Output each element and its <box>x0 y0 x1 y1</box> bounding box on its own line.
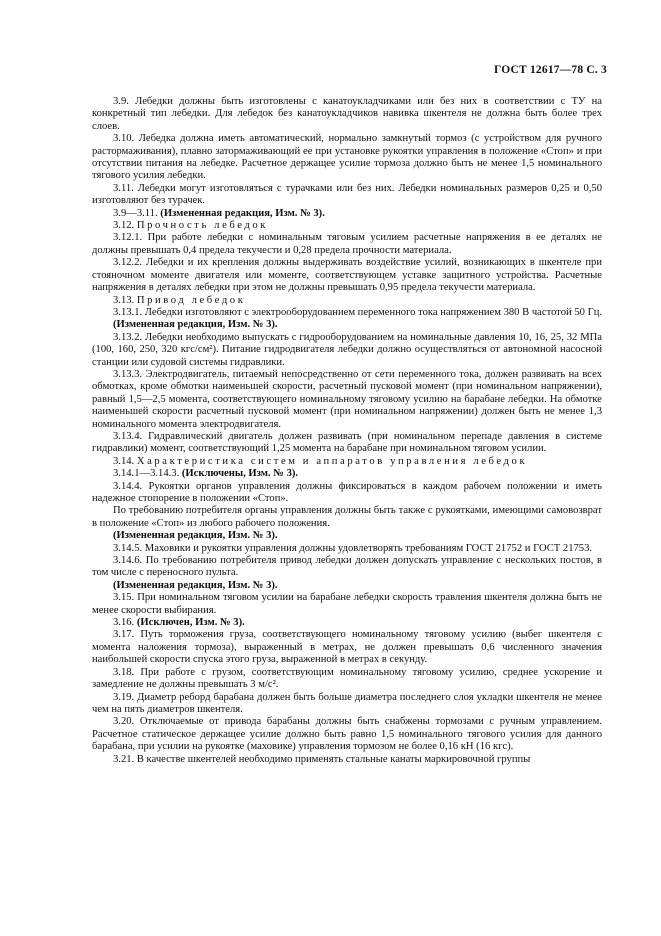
section-title: Прочность лебедок <box>136 220 269 232</box>
amendment-text: (Исключен, Изм. № 3). <box>136 617 245 629</box>
document-body <box>92 96 602 766</box>
para-3-13-1: 3.13.1. Лебедки изготовляют с электрооборудованием переменного тока напряжением 380 В частотой 50 Гц. <box>113 306 603 318</box>
para-3-18: 3.18. При работе с грузом, соответствующим номинальному тяговому усилию, среднее ускорение и замедление не должны превышать 3 м/с². <box>92 666 602 691</box>
amendment-note: (Измененная редакция, Изм. № 3). <box>113 530 278 542</box>
section-number: 3.14. <box>113 455 135 467</box>
para-3-13-3: 3.13.3. Электродвигатель, питаемый непосредственно от сети переменного тока, должен развивать на всех обмотках, кроме обмотки наименьшей скорости, расчетный пусковой момент (при номинальном напряжении), равный 1,5—2,5 момента, соответствующего номинальному тяговому усилию на барабане лебедки. На обмотке наименьшей скорости расчетный пусковой момент (при номинальном напряжении) должен быть не менее 1,3 номинального момента электродвигателя. <box>92 368 602 430</box>
para-3-10: 3.10. Лебедка должна иметь автоматический, нормально замкнутый тормоз (с устройством для ручного растормаживания), плавно затормаживающий ее при установке рукоятки управления в положение «Стоп» и при отсутствии питания на лебедке. Расчетное держащее усилие тормоза должно быть не менее 1,5 номинального тягового усилия лебедки. <box>92 133 602 182</box>
para-3-15: 3.15. При номинальном тяговом усилии на барабане лебедки скорость травления шкентеля должна быть не менее скорости выбирания. <box>92 592 602 616</box>
para-3-13-2: 3.13.2. Лебедки необходимо выпускать с гидрооборудованием на номинальные давления 10, 16, 25, 32 МПа (100, 160, 250, 320 кгс/см²). Питание гидродвигателя лебедки должно осуществляться от автономной насосной станции или судовой системы гидравлики. <box>92 331 602 368</box>
page-header: ГОСТ 12617—78 С. 3 <box>494 64 607 76</box>
amendment-note <box>92 617 602 629</box>
amendment-note <box>92 468 602 480</box>
amendment-text: (Исключены, Изм. № 3). <box>181 468 299 480</box>
section-title: Характеристика систем и аппаратов управления лебедок <box>136 455 528 467</box>
section-title: Привод лебедок <box>136 294 246 306</box>
para-3-14-4-cont: По требованию потребителя органы управления должны быть также с рукоятками, имеющими самовозврат в положение «Стоп» из любого рабочего положения. <box>92 505 602 529</box>
para-3-9: 3.9. Лебедки должны быть изготовлены с канатоукладчиками или без них в соответствии с ТУ на конкретный тип лебедки. Для лебедок без канатоукладчиков навивка шкентеля не должна быть более трех слоев. <box>92 96 602 132</box>
para-3-17: 3.17. Путь торможения груза, соответствующего номинальному тяговому усилию (выбег шкентеля с момента наложения тормоза), выраженный в метрах, не должен превышать 0,6 численного значения наибольшей скорости спуска этого груза, выраженной в метрах в секунду. <box>92 629 602 666</box>
amendment-ref: 3.14.1—3.14.3. <box>113 468 180 480</box>
amendment-text: (Измененная редакция, Изм. № 3). <box>160 207 325 219</box>
para-3-14-5: 3.14.5. Маховики и рукоятки управления должны удовлетворять требованиям ГОСТ 21752 и ГОСТ 21753. <box>113 542 593 554</box>
para-3-19: 3.19. Диаметр реборд барабана должен быть больше диаметра последнего слоя укладки шкентеля не менее чем на пять диаметров шкентеля. <box>92 691 602 715</box>
amendment-note <box>92 208 602 220</box>
para-3-14-6: 3.14.6. По требованию потребителя привод лебедки должен допускать управление с нескольких постов, в том числе с переносного пульта. <box>92 555 602 579</box>
para-3-12-2: 3.12.2. Лебедки и их крепления должны выдерживать воздействие усилий, возникающих в шкентеле при стояночном моменте двигателя или моменте, соответствующем уставке защитного устройства. Расчетные напряжения в деталях лебедки при этом не должны превышать 0,95 предела текучести материала. <box>92 257 602 294</box>
amendment-note: (Измененная редакция, Изм. № 3). <box>113 319 278 331</box>
amendment-ref: 3.16. <box>113 617 135 629</box>
amendment-note: (Измененная редакция, Изм. № 3). <box>113 579 278 591</box>
section-heading-3-12 <box>92 220 602 232</box>
para-3-14-4: 3.14.4. Рукоятки органов управления должны фиксироваться в каждом рабочем положении и иметь надежное стопорение в положении «Стоп». <box>92 480 602 504</box>
section-heading-3-14 <box>92 456 602 468</box>
para-3-21: 3.21. В качестве шкентелей необходимо применять стальные канаты маркировочной группы <box>113 753 531 765</box>
amendment-ref: 3.9—3.11. <box>113 207 158 219</box>
section-number: 3.12. <box>113 220 135 232</box>
para-3-13-4: 3.13.4. Гидравлический двигатель должен развивать (при номинальном перепаде давления в системе гидравлики) момент, соответствующий 1,25 момента на барабане при номинальном тяговом усилии. <box>92 430 602 455</box>
para-3-12-1: 3.12.1. При работе лебедки с номинальным тяговым усилием расчетные напряжения в ее деталях не должны превышать 0,4 предела текучести и 0,28 предела прочности материала. <box>92 232 602 256</box>
para-3-20: 3.20. Отключаемые от привода барабаны должны быть снабжены тормозами с ручным управлением. Расчетное статическое держащее усилие должно быть равно 1,5 номинального тягового усилия для данного барабана, при усилии на рукоятке (маховике) управления тормозом не более 0,16 кН (16 кгс). <box>92 716 602 753</box>
section-number: 3.13. <box>113 294 135 306</box>
section-heading-3-13 <box>92 295 602 307</box>
para-3-11: 3.11. Лебедки могут изготовляться с турачками или без них. Лебедки номинальных размеров 0,25 и 0,50 изготовляют без турачек. <box>92 182 602 207</box>
